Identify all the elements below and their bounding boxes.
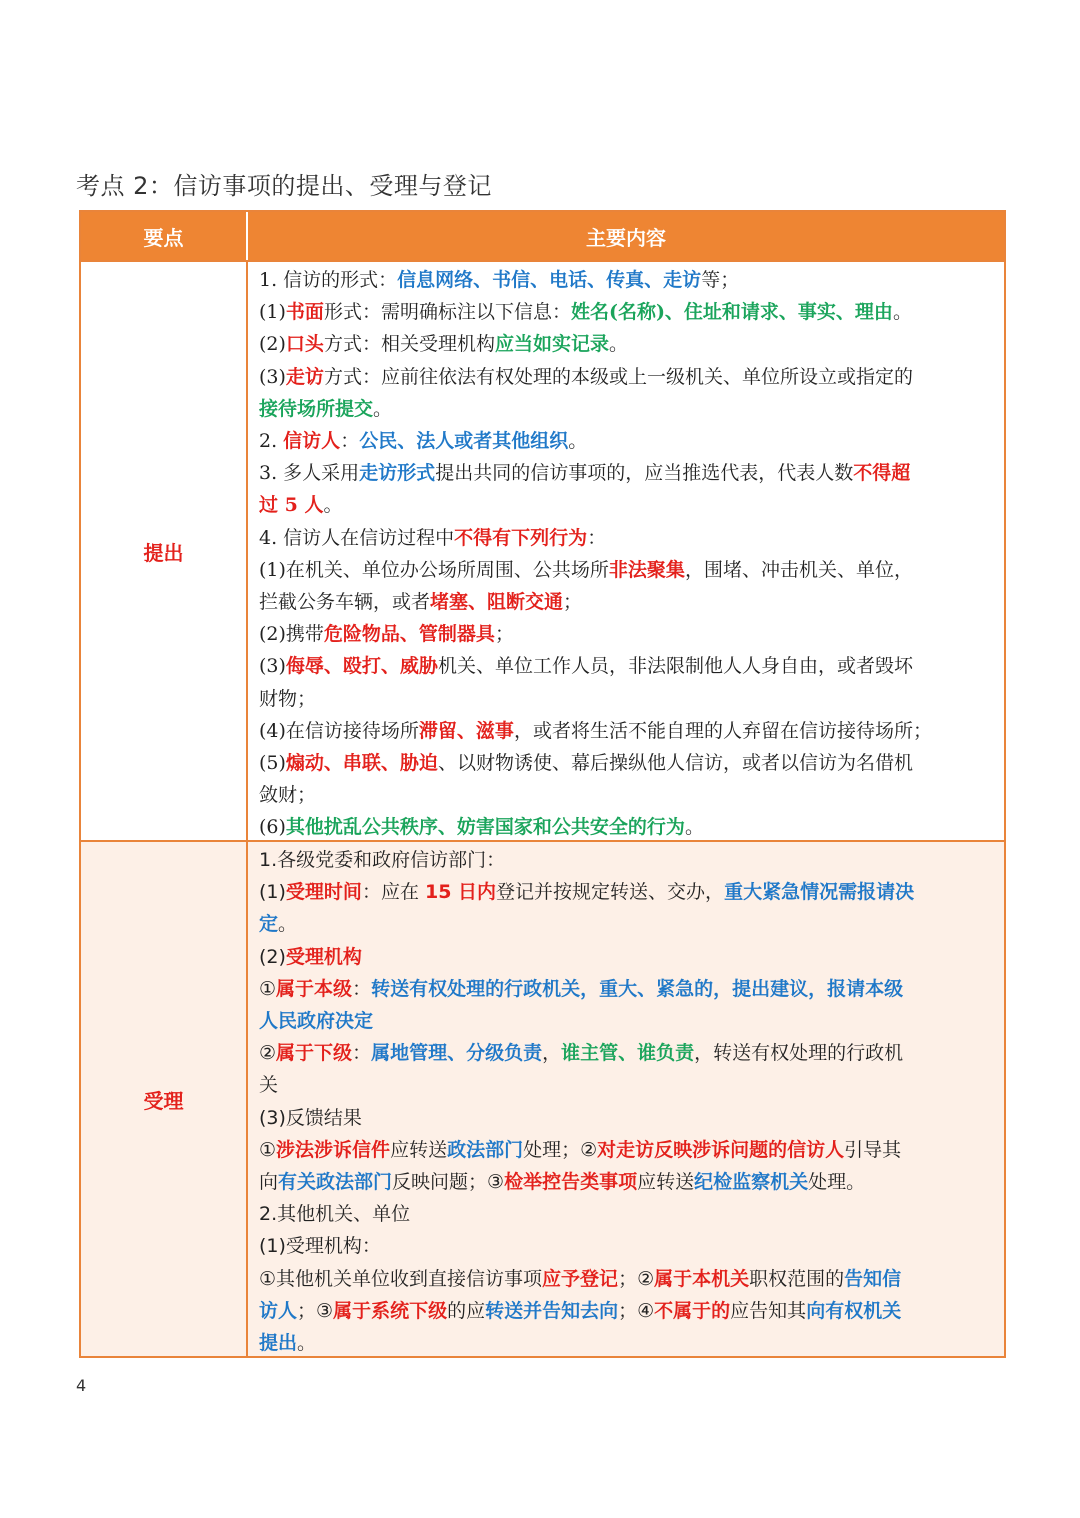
body-text: ①其他机关单位收到直接信访事项: [259, 1267, 543, 1290]
page-heading: 考点 2：信访事项的提出、受理与登记: [76, 172, 492, 200]
text-line: [259, 361, 994, 393]
body-text: 敛财；: [259, 784, 317, 807]
row-content: [248, 262, 1004, 840]
body-text: 拦截公务车辆，或者: [259, 591, 431, 614]
body-text: 、以财物诱使、幕后操纵他人信访，或者以信访为名借机: [437, 752, 913, 775]
body-text: ；: [563, 591, 583, 614]
text-line: [259, 1263, 994, 1295]
text-line: [259, 1005, 994, 1037]
highlighted-text: 检举控告类事项: [504, 1171, 638, 1194]
text-line: [259, 586, 994, 618]
text-line: [259, 425, 994, 457]
body-text: 1. 信访的形式：: [259, 269, 398, 291]
highlighted-text: 属于系统下级: [333, 1299, 448, 1322]
body-text: ；④: [618, 1299, 655, 1322]
text-line: [259, 1327, 994, 1359]
highlighted-text: 侮辱、殴打、威胁: [285, 655, 438, 678]
body-text: 。: [892, 301, 912, 324]
body-text: ，: [542, 1042, 562, 1065]
body-text: ：: [352, 1042, 372, 1065]
highlighted-text: 纪检监察机关: [694, 1171, 809, 1194]
highlighted-text: 受理时间: [285, 881, 362, 904]
header-main-content: 主要内容: [586, 225, 666, 250]
highlighted-text: 定: [259, 913, 279, 936]
text-line: [259, 650, 994, 682]
highlighted-text: 信访人: [283, 430, 341, 453]
body-text: 。: [608, 333, 628, 356]
highlighted-text: 属于本级: [276, 977, 353, 1000]
text-line: [259, 1069, 994, 1101]
highlighted-text: 属于下级: [276, 1042, 353, 1065]
table-row-acceptance: [81, 840, 1004, 1356]
body-text: 财物；: [259, 687, 317, 710]
body-text: 方式：相关受理机构: [323, 333, 495, 356]
row-content: [248, 842, 1004, 1356]
highlighted-text: 过 5 人: [259, 494, 324, 517]
highlighted-text: 应予登记: [542, 1267, 619, 1290]
text-line: [259, 393, 994, 425]
content-table: [79, 210, 1006, 1358]
body-text: 提出共同的信访事项的，应当推选代表，代表人数: [435, 462, 854, 485]
body-text: ：应在: [361, 881, 425, 904]
text-line: [259, 457, 994, 489]
body-text: (5): [259, 752, 286, 775]
highlighted-text: 有关政法部门: [278, 1171, 393, 1194]
body-text: ，围堵、冲击机关、单位，: [684, 558, 913, 581]
row-label: 受理: [81, 842, 248, 1356]
page-number: 4: [76, 1376, 87, 1395]
body-text: (2): [259, 333, 286, 356]
body-text: (1)受理机构：: [259, 1235, 381, 1258]
body-text: ；: [494, 623, 514, 646]
highlighted-text: 向有权机关: [806, 1299, 902, 1322]
body-text: (2): [259, 945, 286, 968]
body-text: (4)在信访接待场所: [259, 719, 419, 742]
highlighted-text: 人民政府决定: [259, 1010, 374, 1033]
body-text: 。: [323, 494, 343, 517]
body-text: ，转送有权处理的行政机: [694, 1042, 904, 1065]
body-text: 2.: [259, 430, 284, 453]
body-text: ；③: [297, 1299, 334, 1322]
body-text: 职权范围的: [749, 1267, 845, 1290]
body-text: 应告知其: [730, 1299, 807, 1322]
body-text: 反映问题；③: [392, 1171, 505, 1194]
highlighted-text: 受理机构: [285, 945, 362, 968]
body-text: (2)携带: [259, 623, 324, 646]
highlighted-text: 对走访反映涉诉问题的信访人: [597, 1138, 845, 1161]
text-line: [259, 1166, 994, 1198]
body-text: 。: [568, 430, 588, 453]
highlighted-text: 公民、法人或者其他组织: [359, 430, 569, 453]
text-line: [259, 779, 994, 811]
highlighted-text: 属于本机关: [654, 1267, 750, 1290]
body-text: 应转送: [637, 1171, 695, 1194]
text-line: [259, 1230, 994, 1262]
body-text: 。: [297, 1332, 317, 1355]
body-text: 形式：需明确标注以下信息：: [323, 301, 571, 324]
body-text: (3): [259, 365, 286, 388]
body-text: (6): [259, 816, 286, 839]
highlighted-text: 不得超: [853, 462, 911, 485]
body-text: ；②: [618, 1267, 655, 1290]
highlighted-text: 访人: [259, 1299, 298, 1322]
highlighted-text: 姓名(名称)、住址和请求、事实、理由: [570, 301, 893, 324]
body-text: 等；: [701, 269, 740, 291]
body-text: ，或者将生活不能自理的人弃留在信访接待场所；: [513, 719, 932, 742]
text-line: [259, 296, 994, 328]
body-text: ：: [587, 526, 607, 549]
highlighted-text: 重大紧急情况需报请决: [724, 881, 915, 904]
body-text: 引导其: [844, 1138, 902, 1161]
table-header: [81, 212, 1004, 260]
body-text: 3. 多人采用: [259, 462, 360, 485]
body-text: 处理。: [808, 1171, 866, 1194]
body-text: 的应: [447, 1299, 486, 1322]
text-line: [259, 489, 994, 521]
highlighted-text: 走访: [285, 365, 324, 388]
highlighted-text: 煽动、串联、胁迫: [285, 752, 438, 775]
row-label: 提出: [81, 262, 248, 840]
highlighted-text: 口头: [285, 333, 324, 356]
highlighted-text: 谁主管、谁负责: [561, 1042, 695, 1065]
highlighted-text: 危险物品、管制器具: [323, 623, 495, 646]
body-text: (3): [259, 655, 286, 678]
body-text: ①: [259, 977, 277, 1000]
body-text: 向: [259, 1171, 279, 1194]
text-line: [259, 1102, 994, 1134]
body-text: 应转送: [390, 1138, 448, 1161]
highlighted-text: 接待场所提交: [259, 397, 374, 420]
highlighted-text: 滞留、滋事: [418, 719, 514, 742]
body-text: 1.各级党委和政府信访部门：: [259, 849, 506, 871]
highlighted-text: 政法部门: [447, 1138, 524, 1161]
body-text: 。: [278, 913, 298, 936]
text-line: [259, 618, 994, 650]
body-text: 4. 信访人在信访过程中: [259, 526, 455, 549]
body-text: (1): [259, 881, 286, 904]
text-line: [259, 876, 994, 908]
body-text: ：: [352, 977, 372, 1000]
highlighted-text: 非法聚集: [608, 558, 685, 581]
text-line: [259, 554, 994, 586]
highlighted-text: 堵塞、阻断交通: [430, 591, 564, 614]
text-line: [259, 844, 994, 876]
highlighted-text: 15 日内: [424, 881, 497, 904]
body-text: 机关、单位工作人员，非法限制他人人身自由，或者毁坏: [437, 655, 913, 678]
body-text: (1)在机关、单位办公场所周围、公共场所: [259, 558, 609, 581]
highlighted-text: 属地管理、分级负责: [371, 1042, 543, 1065]
text-line: [259, 328, 994, 360]
body-text: 。: [373, 397, 393, 420]
highlighted-text: 提出: [259, 1332, 298, 1355]
highlighted-text: 不属于的: [654, 1299, 731, 1322]
body-text: 登记并按规定转送、交办，: [496, 881, 725, 904]
body-text: 2.其他机关、单位: [259, 1203, 411, 1226]
highlighted-text: 信息网络、书信、电话、传真、走访: [397, 269, 702, 291]
highlighted-text: 不得有下列行为: [454, 526, 588, 549]
text-line: [259, 1134, 994, 1166]
text-line: [259, 264, 994, 296]
text-line: [259, 811, 994, 843]
highlighted-text: 其他扰乱公共秩序、妨害国家和公共安全的行为: [285, 816, 685, 839]
text-line: [259, 908, 994, 940]
text-line: [259, 1037, 994, 1069]
body-text: 关: [259, 1074, 279, 1097]
body-text: 处理；②: [523, 1138, 598, 1161]
text-line: [259, 941, 994, 973]
highlighted-text: 转送并告知去向: [485, 1299, 619, 1322]
body-text: (3)反馈结果: [259, 1106, 362, 1129]
text-line: [259, 973, 994, 1005]
highlighted-text: 走访形式: [359, 462, 436, 485]
text-line: [259, 522, 994, 554]
text-line: [259, 747, 994, 779]
body-text: 。: [684, 816, 704, 839]
body-text: (1): [259, 301, 286, 324]
body-text: 方式：应前往依法有权处理的本级或上一级机关、单位所设立或指定的: [323, 365, 913, 388]
highlighted-text: 涉法涉诉信件: [276, 1138, 391, 1161]
highlighted-text: 转送有权处理的行政机关，重大、紧急的，提出建议，报请本级: [371, 977, 904, 1000]
table-row-proposal: [81, 260, 1004, 840]
text-line: [259, 715, 994, 747]
text-line: [259, 1198, 994, 1230]
highlighted-text: 书面: [285, 301, 324, 324]
highlighted-text: 应当如实记录: [494, 333, 609, 356]
highlighted-text: 告知信: [844, 1267, 902, 1290]
body-text: ②: [259, 1042, 277, 1065]
body-text: ①: [259, 1138, 277, 1161]
text-line: [259, 683, 994, 715]
text-line: [259, 1295, 994, 1327]
body-text: ：: [340, 430, 360, 453]
header-key-points: 要点: [81, 212, 248, 260]
